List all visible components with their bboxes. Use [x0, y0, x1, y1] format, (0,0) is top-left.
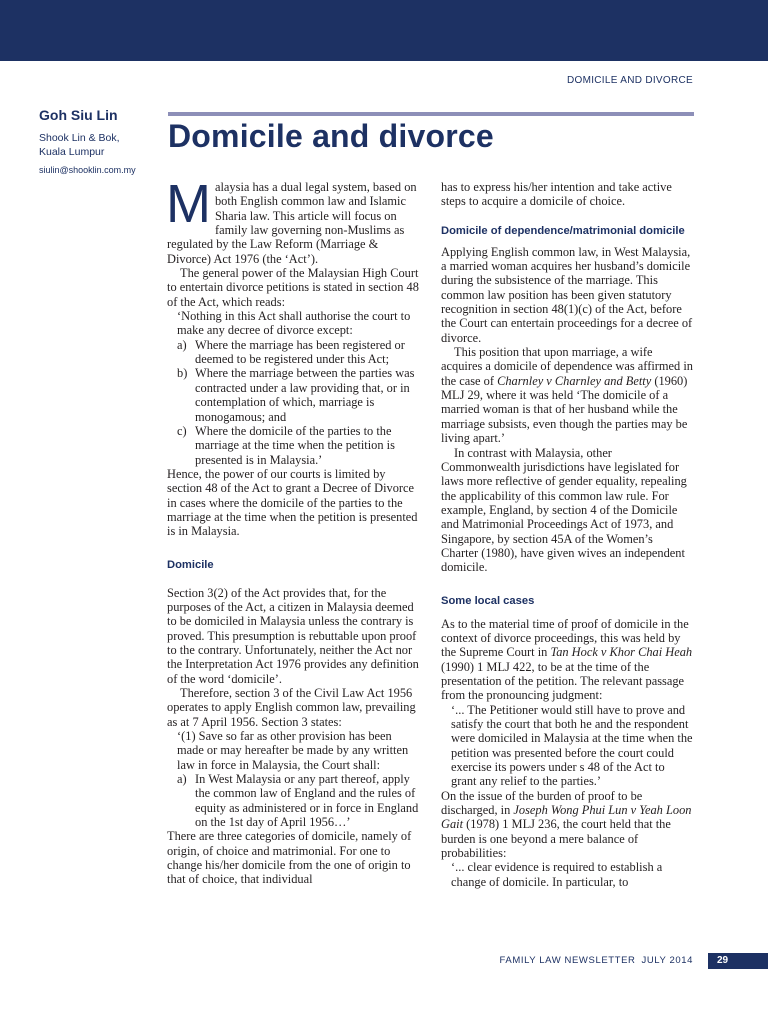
paragraph-material-time: As to the material time of proof of domicile in the context of divorce proceedings, this was held by the Supreme Court in Tan Hock v Khor Chai Heah (1990) 1 MLJ 422, to be at the time of the presentation of the petition. The relevant passage from the pronouncing judgment:: [441, 616, 693, 703]
heading-dependence: Domicile of dependence/matrimonial domicile: [441, 224, 685, 237]
paragraph-applying: Applying English common law, in West Malaysia, a married woman acquires her husband’s domicile during the subsistence of the marriage. This common law position has been given statutory recognition in section 48(1)(c) of the Act, before the Court can entertain proceedings for a decree of divorce.: [441, 244, 693, 345]
list-item: a) Where the marriage has been registered or deemed to be registered under this Act;: [177, 337, 405, 367]
paragraph-hence: Hence, the power of our courts is limited by section 48 of the Act to grant a Decree of Divorce in cases where the domicile of the parties to the marriage at the time when the petition is presented is in Malaysia.: [167, 466, 418, 539]
issue-date: JULY 2014: [641, 955, 693, 966]
column-left: [166, 174, 419, 887]
drop-cap: M: [166, 174, 211, 234]
article-title: Domicile and divorce: [168, 118, 494, 154]
paragraph-power: The general power of the Malaysian High Court to entertain divorce petitions is stated in section 48 of the Act, which reads:: [167, 266, 419, 309]
author-email: siulin@shooklin.com.my: [39, 165, 136, 175]
case-name: Charnley v Charnley and Betty: [497, 373, 652, 388]
footer: [500, 955, 693, 966]
paragraph-position: This position that upon marriage, a wife acquires a domicile of dependence was affirmed in the case of Charnley v Charnley and Betty (1960) MLJ 29, where it was held ‘The domicile of a married woman is that of her husband while the marriage subsists, even though the parties may be living apart.’: [441, 345, 693, 446]
quote-evidence: ‘... clear evidence is required to establish a change of domicile. In particular, to: [451, 860, 663, 889]
list-item: c) Where the domicile of the parties to the marriage at the time when the petition is presented is in Malaysia.’: [177, 423, 395, 467]
list-item: b) Where the marriage between the parties was contracted under a law providing that, or in contemplation of which, marriage is monogamous; and: [177, 366, 415, 424]
page-number: 29: [708, 953, 768, 969]
heading-local-cases: Some local cases: [441, 594, 535, 607]
paragraph-continued: has to express his/her intention and take active steps to acquire a domicile of choice.: [441, 180, 672, 209]
list-item: a) In West Malaysia or any part thereof, apply the common law of England and the rules of equity as administered or in force in England on the 1st day of April 1956…’: [177, 772, 419, 830]
author-name: Goh Siu Lin: [39, 107, 118, 123]
author-block: [39, 107, 159, 175]
running-head: DOMICILE AND DIVORCE: [566, 75, 693, 86]
case-name: Joseph Wong Phui Lun v Yeah Loon Gait: [441, 803, 692, 832]
author-firm: Shook Lin & Bok,: [39, 132, 120, 144]
paragraph-contrast: In contrast with Malaysia, other Commonwealth jurisdictions have legislated for laws more reflective of gender equality, repealing the applicability of this common law rule. For example, England, by section 4 of the Domicile and Matrimonial Proceedings Act of 1973, and Singapore, by section 45A of the Women’s Charter (1980), have given wives an independent domicile.: [441, 445, 687, 575]
quote-lead: ‘(1) Save so far as other provision has been made or may hereafter be made by any written law in force in Malaysia, the Court shall:: [177, 729, 409, 772]
title-rule: [168, 112, 694, 116]
paragraph-civil-law: Therefore, section 3 of the Civil Law Act 1956 operates to apply English common law, prevailing as at 7 April 1956. Section 3 states:: [167, 686, 416, 729]
paragraph-section3: Section 3(2) of the Act provides that, for the purposes of the Act, a citizen in Malaysia deemed to be domiciled in Malaysia unless the contrary is proved. This presumption is rebuttable upon proof to the contrary. Unfortunately, neither the Act nor the Interpretation Act 1976 provides any definition of the word ‘domicile’.: [167, 585, 419, 686]
header-band: [0, 0, 768, 61]
quote-lead: ‘Nothing in this Act shall authorise the court to make any decree of divorce except:: [177, 309, 411, 338]
publication-name: FAMILY LAW NEWSLETTER: [499, 955, 636, 966]
intro-paragraph: Malaysia has a dual legal system, based on both English common law and Islamic Sharia law. This article will focus on family law governing non-Muslims as regulated by the Law Reform (Marriage & Divorce) Act 1976 (the ‘Act’).: [166, 174, 417, 266]
author-city: Kuala Lumpur: [39, 146, 105, 158]
heading-domicile: Domicile: [167, 558, 214, 571]
quote-petitioner: ‘... The Petitioner would still have to prove and satisfy the court that both he and the respondent were domiciled in Malaysia at the time when the petition was presented before the court could exercise its powers under s 48 of the Act to grant any relief to the parties.’: [451, 702, 693, 789]
paragraph-burden: On the issue of the burden of proof to be discharged, in Joseph Wong Phui Lun v Yeah Loon Gait (1978) 1 MLJ 236, the court held that the burden is one beyond a mere balance of probabilities:: [441, 788, 692, 861]
case-name: Tan Hock v Khor Chai Heah: [550, 645, 693, 660]
column-right: [441, 180, 693, 889]
paragraph-categories: There are three categories of domicile, namely of origin, of choice and matrimonial. For one to change his/her domicile from the one of origin to that of choice, that individual: [167, 829, 412, 887]
